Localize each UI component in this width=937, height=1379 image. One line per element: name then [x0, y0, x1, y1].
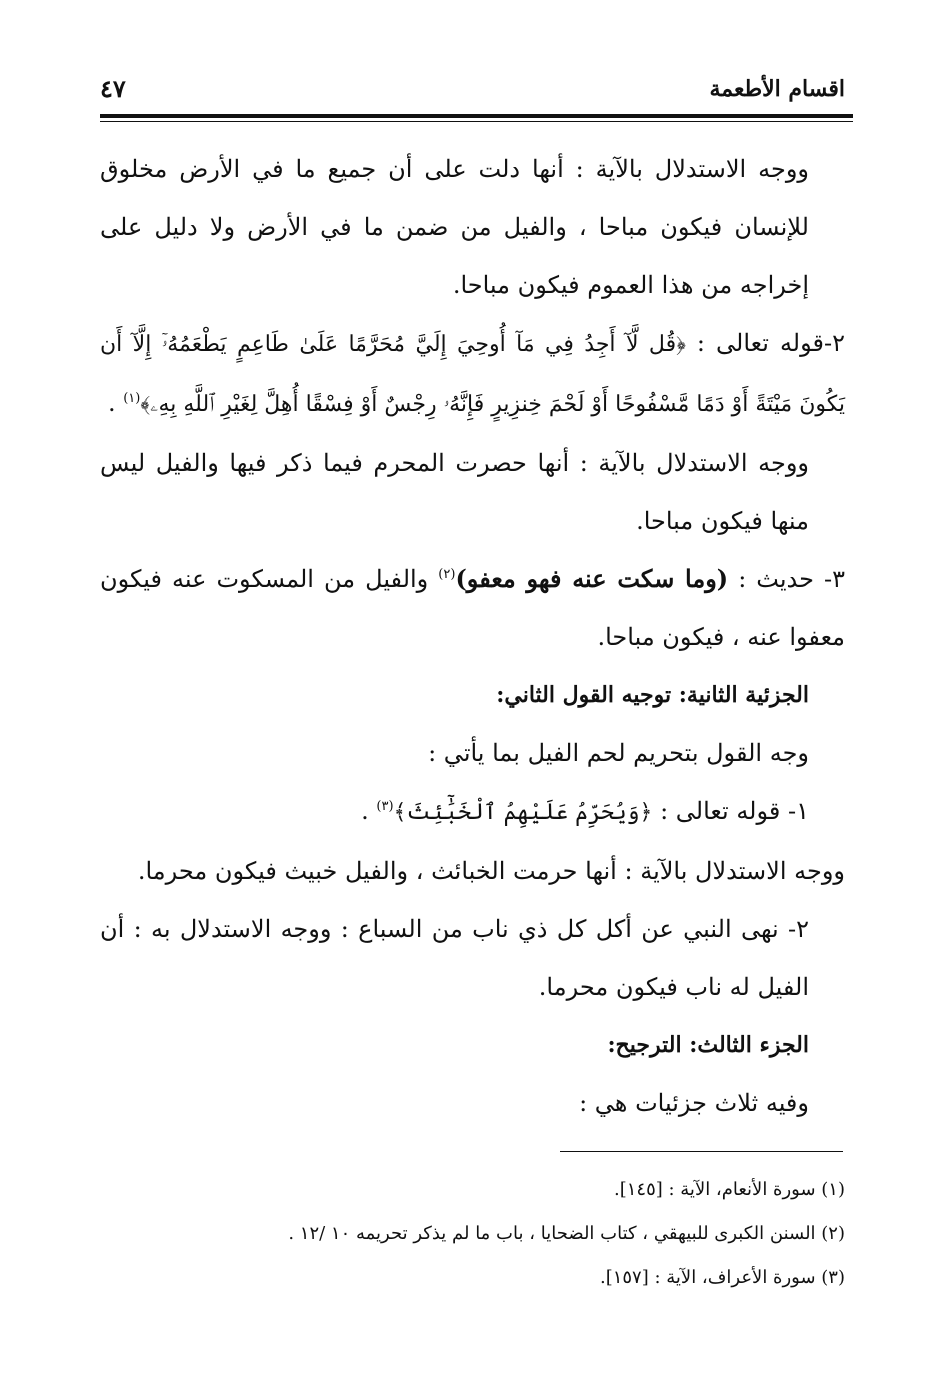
paragraph-4-lead: ٣- حديث : — [728, 565, 845, 593]
paragraph-6 — [100, 782, 845, 842]
footnote-1: (١) سورة الأنعام، الآية : [١٤٥]. — [613, 1179, 845, 1200]
header-rule-thick — [100, 114, 853, 118]
footnote-ref-3: (٣) — [376, 799, 394, 814]
paragraph-2-end: . — [107, 389, 124, 417]
hadith-text: (وما سكت عنه فهو معفو) — [455, 564, 729, 593]
paragraph-9: وفيه ثلاث جزئيات هي : — [579, 1089, 809, 1117]
section-heading-3: الجزء الثالث: الترجيح: — [607, 1032, 809, 1058]
paragraph-4-rest: والفيل من المسكوت عنه فيكون معفوا عنه ، فيكون مباحا. — [100, 565, 845, 651]
paragraph-3: ووجه الاستدلال بالآية : أنها حصرت المحرم فيما ذكر فيها والفيل ليس منها فيكون مباحا. — [100, 449, 809, 535]
paragraph-2-lead: ٢-قوله تعالى : — [685, 329, 845, 357]
paragraph-6-end: . — [361, 797, 377, 825]
footnote-separator — [560, 1151, 843, 1152]
running-header-title: اقسام الأطعمة — [709, 76, 845, 102]
footnote-2: (٢) السنن الكبرى للبيهقي ، كتاب الضحايا ، باب ما لم يذكر تحريمه ١٠ /١٢ . — [288, 1223, 845, 1244]
page-number: ٤٧ — [100, 74, 126, 103]
quran-verse-2: ﴿وَيُحَرِّمُ عَلَيْهِمُ ٱلْخَبَٰٓئِثَ﴾ — [393, 800, 653, 825]
footnote-ref-1: (١) — [123, 391, 141, 406]
paragraph-6-lead: ١- قوله تعالى : — [652, 797, 809, 825]
paragraph-5: وجه القول بتحريم لحم الفيل بما يأتي : — [428, 739, 809, 767]
section-heading-2: الجزئية الثانية: توجيه القول الثاني: — [496, 682, 809, 708]
header-rule-thin — [100, 121, 853, 122]
footnote-ref-2: (٢) — [438, 567, 456, 582]
paragraph-4 — [100, 550, 845, 666]
footnotes — [100, 1168, 845, 1300]
paragraph-2 — [100, 314, 845, 434]
footnote-3: (٣) سورة الأعراف، الآية : [١٥٧]. — [599, 1267, 845, 1288]
main-text — [100, 140, 845, 1132]
paragraph-7: ووجه الاستدلال بالآية : أنها حرمت الخبائث ، والفيل خبيث فيكون محرما. — [137, 857, 845, 885]
quran-verse-1: ﴿قُل لَّآ أَجِدُ فِي مَآ أُوحِيَ إِلَيَّ مُحَرَّمًا عَلَىٰ طَاعِمٍ يَطْعَمُهُۥٓ إِلَّآ أَن يَكُونَ مَيْتَةً أَوْ دَمًا مَّسْفُوحًا أَوْ لَحْمَ خِنزِيرٍ فَإِنَّهُۥ رِجْسٌ أَوْ فِسْقًا أُهِلَّ لِغَيْرِ ٱللَّهِ بِهِۦ﴾ — [100, 332, 845, 417]
paragraph-1: ووجه الاستدلال بالآية : أنها دلت على أن جميع ما في الأرض مخلوق للإنسان فيكون مباحا ، والفيل من ضمن ما في الأرض ولا دليل على إخراجه من هذا العموم فيكون مباحا. — [100, 155, 809, 299]
paragraph-8: ٢- نهى النبي عن أكل كل ذي ناب من السباع : ووجه الاستدلال به : أن الفيل له ناب فيكون محرما. — [100, 915, 809, 1001]
